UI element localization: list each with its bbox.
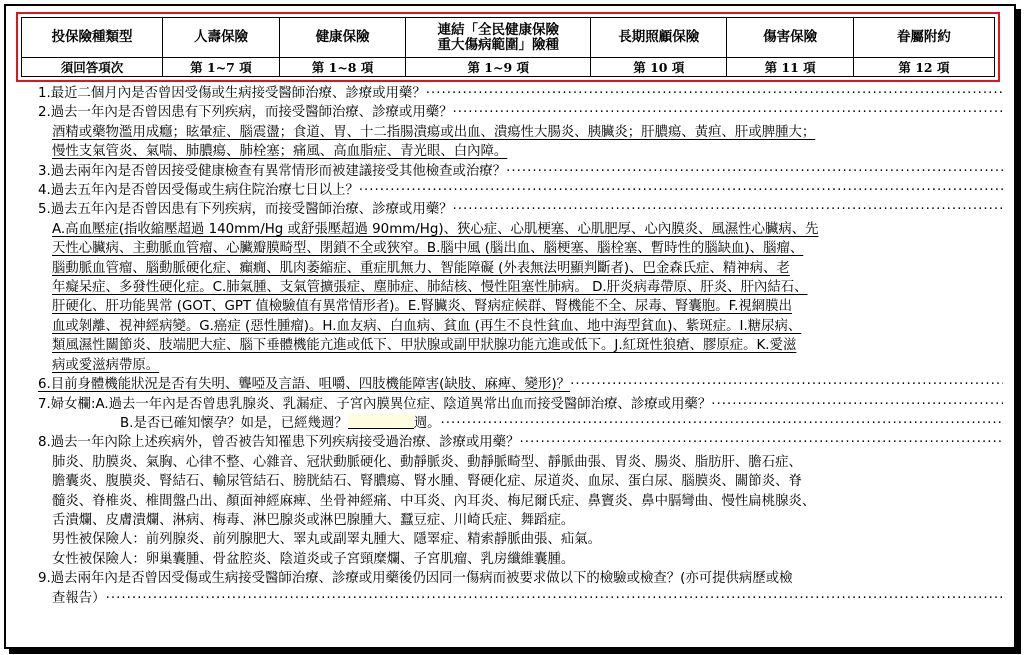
questionnaire (38, 84, 1003, 608)
table-cell: 健康保險 (279, 18, 405, 58)
question-2-detail: 酒精或藥物濫用成癮；眩暈症、腦震盪；食道、胃、十二指腸潰瘍或出血、潰瘍性大腸炎、胰臟炎；肝膿瘍、黃疸、肝或脾腫大； (52, 124, 816, 140)
table-cell: 第 11 項 (727, 58, 853, 77)
table-cell: 須回答項次 (22, 58, 163, 77)
question-2-detail: 慢性支氣管炎、氣喘、肺膿瘍、肺栓塞；痛風、高血脂症、青光眼、白內障。 (52, 144, 508, 160)
question-2: 2.過去一年內是否曾因患有下列疾病，而接受醫師治療、診療或用藥？ ····· (38, 103, 1003, 122)
document-frame (4, 4, 1016, 649)
insurance-type-table (21, 17, 995, 77)
question-8-detail: 髓炎、脊椎炎、椎間盤凸出、顏面神經麻痺、坐骨神經痛、中耳炎、內耳炎、梅尼爾氏症、鼻竇炎、鼻中膈彎曲、慢性扁桃腺炎、 (52, 493, 816, 509)
insurance-type-table-highlight (16, 12, 1000, 82)
question-1: 1.最近二個月內是否曾因受傷或生病接受醫師治療、診療或用藥？ ····· (38, 84, 1003, 103)
question-8-detail: 肺炎、肋膜炎、氣胸、心律不整、心雜音、冠狀動脈硬化、動靜脈炎、動靜脈畸型、靜脈曲張、胃炎、腸炎、脂肪肝、膽石症、 (52, 454, 802, 470)
table-cell: 眷屬附約 (853, 18, 994, 58)
table-cell: 第 12 項 (853, 58, 994, 77)
pregnancy-weeks-field[interactable] (348, 414, 414, 429)
question-8-detail: 舌潰爛、皮膚潰爛、淋病、梅毒、淋巴腺炎或淋巴腺腫大、蠶豆症、川崎氏症、舞蹈症。 (52, 512, 575, 528)
table-row (22, 18, 995, 58)
question-4: 4.過去五年內是否曾因受傷或生病住院治療七日以上？ ····· (38, 181, 1003, 200)
question-5-detail: 年癡呆症、多發性硬化症。C.肺氣腫、支氣管擴張症、塵肺症、肺結核、慢性阻塞性肺病。 D.肝炎病毒帶原、肝炎、肝內結石、 (52, 280, 808, 296)
question-5-detail: 類風濕性關節炎、肢端肥大症、腦下垂體機能亢進或低下、甲狀腺或副甲狀腺功能亢進或低下。J.紅斑性狼瘡、膠原症。K.愛滋 (52, 338, 797, 354)
table-cell: 長期照顧保險 (591, 18, 727, 58)
table-row (22, 58, 995, 77)
table-cell: 第 1~9 項 (406, 58, 591, 77)
table-cell: 投保險種類型 (22, 18, 163, 58)
question-5: 5.過去五年內是否曾因患有下列疾病，而接受醫師治療、診療或用藥？ ····· (38, 200, 1003, 219)
table-cell: 傷害保險 (727, 18, 853, 58)
question-5-detail: 天性心臟病、主動脈血管瘤、心臟瓣膜畸型、閉鎖不全或狹窄。B.腦中風 (腦出血、腦梗塞、腦栓塞、暫時性的腦缺血)、腦瘤、 (52, 241, 804, 257)
table-cell: 第 10 項 (591, 58, 727, 77)
question-5-detail: A.高血壓症(指收縮壓超過 140mm/Hg 或舒張壓超過 90mm/Hg)、狹心症、心肌梗塞、心肌肥厚、心內膜炎、風濕性心臟病、先 (52, 221, 819, 237)
question-5-detail: 腦動脈血管瘤、腦動脈硬化症、癲癇、肌肉萎縮症、重症肌無力、智能障礙 (外表無法明顯判斷者)、巴金森氏症、精神病、老 (52, 260, 790, 276)
question-3: 3.過去兩年內是否曾因接受健康檢查有異常情形而被建議接受其他檢查或治療？ ····· (38, 162, 1003, 181)
question-7a: 7.婦女欄:A.過去一年內是否曾患乳腺炎、乳漏症、子宮內膜異位症、陰道異常出血而接受醫師治療、診療或用藥？ ····· (38, 395, 1003, 414)
question-8-female: 女性被保險人：卵巢囊腫、骨盆腔炎、陰道炎或子宮頸糜爛、子宮肌瘤、乳房纖維囊腫。 (52, 551, 575, 567)
question-8-detail: 膽囊炎、腹膜炎、腎結石、輸尿管結石、膀胱結石、腎膿瘍、腎水腫、腎硬化症、尿道炎、血尿、蛋白尿、腦膜炎、關節炎、脊 (52, 474, 802, 490)
question-5-detail: 病或愛滋病帶原。 (52, 357, 160, 373)
question-9-cont: 查報告） ····· (38, 589, 1003, 608)
question-5-detail: 肝硬化、肝功能異常 (GOT、GPT 值檢驗值有異常情形者)。E.腎臟炎、腎病症候群、腎機能不全、尿毒、腎囊胞。F.視網膜出 (52, 299, 792, 315)
table-cell: 連結「全民健康保險 重大傷病範圍」險種 (406, 18, 591, 58)
table-cell: 第 1~8 項 (279, 58, 405, 77)
question-8: 8.過去一年內除上述疾病外，曾否被告知罹患下列疾病接受過治療、診療或用藥？ ····· (38, 433, 1003, 452)
question-7b: B.是否已確知懷孕？如是，已經幾週？ 週。 ····· (38, 414, 1003, 433)
question-6: 6.目前身體機能狀況是否有失明、聾啞及言語、咀嚼、四肢機能障害(缺肢、麻痺、變形)？ ····· (38, 375, 1003, 394)
question-9: 9.過去兩年內是否曾因受傷或生病接受醫師治療、診療或用藥後仍因同一傷病而被要求做以下的檢驗或檢查？(亦可提供病歷或檢 (38, 571, 793, 587)
question-8-male: 男性被保險人：前列腺炎、前列腺肥大、睪丸或副睪丸腫大、隱睪症、精索靜脈曲張、疝氣。 (52, 532, 602, 548)
table-cell: 人壽保險 (163, 18, 280, 58)
question-5-detail: 血或剝離、視神經病變。G.癌症 (惡性腫瘤)。H.血友病、白血病、貧血 (再生不良性貧血、地中海型貧血)、紫斑症。I.糖尿病、 (52, 318, 802, 334)
table-cell: 第 1~7 項 (163, 58, 280, 77)
